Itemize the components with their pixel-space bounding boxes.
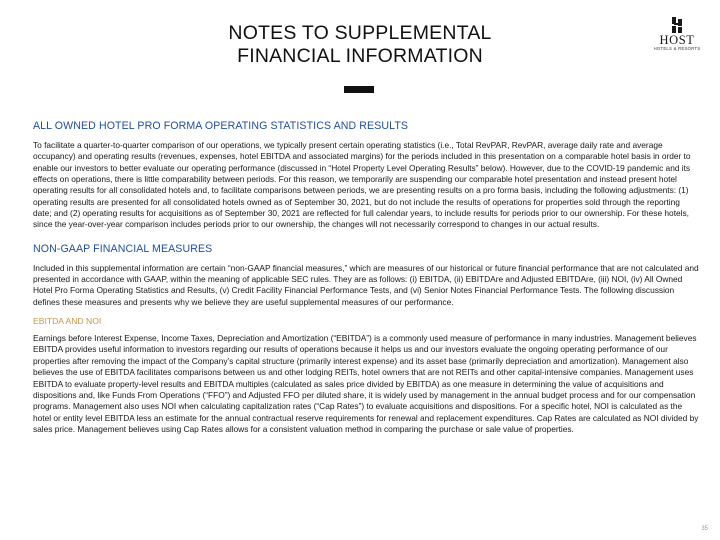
subsection-heading-ebitda-noi: EBITDA AND NOI xyxy=(33,316,102,327)
host-hotels-logo-icon xyxy=(669,17,685,33)
subsection-body-ebitda-noi: Earnings before Interest Expense, Income Taxes, Depreciation and Amortization (“EBITDA”) is a commonly used measure of performance in many industries. Management believes EBITDA provides useful information to investors regarding our results of operations because it helps us and our investors evaluate the ongoing operating performance of our properties after removing the impact of the Company’s capital structure (primarily interest expense) and its asset base (primarily depreciation and amortization). Management also believes the use of EBITDA facilitates comparisons between us and other lodging REITs, hotel owners that are not REITs and other capital-intensive companies. Management uses EBITDA to evaluate property-level results and EBITDA multiples (calculated as sales price divided by EBITDA) as one measure in determining the value of acquisitions and dispositions and, like Funds From Operations (“FFO”) and Adjusted FFO per diluted share, it is widely used by management in the annual budget process and for our compensation programs. Management also uses NOI when calculating capitalization rates (“Cap Rates”) to evaluate acquisitions and dispositions. For a specific hotel, NOI is calculated as the hotel or entity level EBITDA less an estimate for the annual contractual reserve requirements for renewal and replacement expenditures. Cap Rates are calculated as NOI divided by sales price. Management believes using Cap Rates allows for a consistent valuation method in comparing the purchase or sale value of properties. xyxy=(33,333,699,434)
section-body-non-gaap: Included in this supplemental information are certain “non-GAAP financial measures,” which are measures of our historical or future financial performance that are not calculated and presented in accordance with GAAP, within the meaning of applicable SEC rules. They are as follows: (i) EBITDA, (ii) EBITDAre and Adjusted EBITDAre, (iii) NOI, (iv) All Owned Hotel Pro Forma Operating Statistics and Results, (v) Credit Facility Financial Performance Tests, and (vi) Senior Notes Financial Performance Tests. The following discussion defines these measures and presents why we believe they are useful supplemental measures of our performance. xyxy=(33,262,699,307)
page-number: 35 xyxy=(701,526,708,532)
page-title-line-2: FINANCIAL INFORMATION xyxy=(237,45,483,67)
title-underline-bar xyxy=(344,86,374,93)
section-body-pro-forma: To facilitate a quarter-to-quarter comparison of our operations, we typically present certain operating statistics (i.e., Total RevPAR, RevPAR, average daily rate and average occupancy) and operating results (revenues, expenses, hotel EBITDA and associated margins) for the periods included in this presentation on a comparable hotel basis in order to enable our investors to better evaluate our operating performance (discussed in “Hotel Property Level Operating Results” below). However, due to the COVID-19 pandemic and its effects on operations, there is little comparability between periods. For this reason, we temporarily are suspending our comparable hotel presentation and instead present hotel operating results for all consolidated hotels and, to facilitate comparisons between periods, we are presenting results on a pro forma basis, including the following adjustments: (1) operating results are presented for all consolidated hotels owned as of September 30, 2021, but do not include the results of operations for properties sold through the reporting date; and (2) operating results for acquisitions as of September 30, 2021 are reflected for full calendar years, to include results for periods prior to our ownership. For these hotels, since the year-over-year comparison includes periods prior to our ownership, the changes will not necessarily correspond to changes in our actual results. xyxy=(33,140,691,230)
logo-subtitle: HOTELS & RESORTS xyxy=(653,46,701,51)
section-heading-pro-forma: ALL OWNED HOTEL PRO FORMA OPERATING STATISTICS AND RESULTS xyxy=(33,120,409,132)
notes-content xyxy=(33,120,699,435)
page-title-line-1: NOTES TO SUPPLEMENTAL xyxy=(228,22,492,44)
logo-wordmark: HOST xyxy=(659,33,695,47)
page-title xyxy=(160,22,560,68)
section-heading-non-gaap: NON-GAAP FINANCIAL MEASURES xyxy=(33,242,213,255)
company-logo xyxy=(652,17,702,52)
